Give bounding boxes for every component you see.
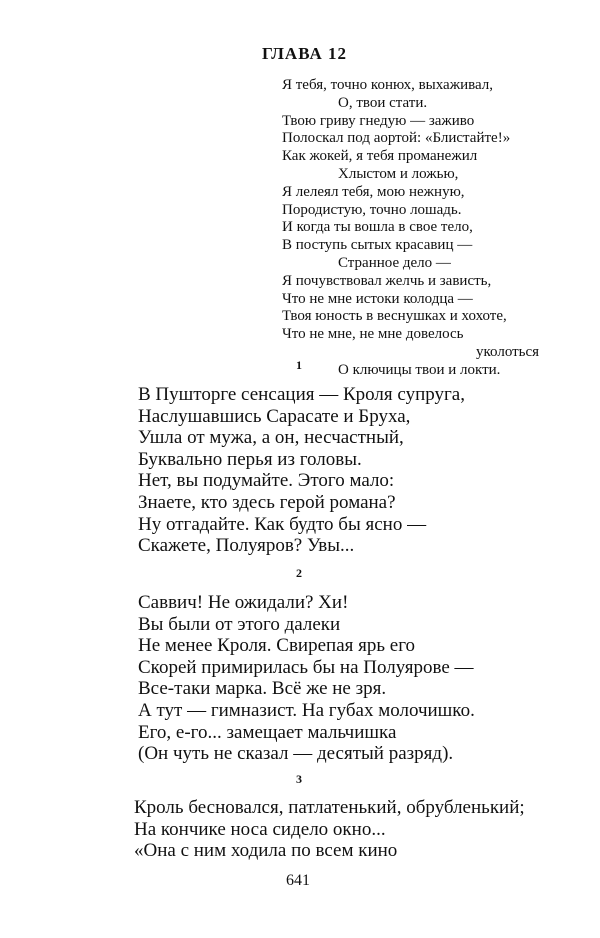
stanza-line: Знаете, кто здесь герой романа? (138, 491, 396, 513)
epigraph-line: О ключицы твои и локти. (338, 361, 501, 378)
section-number: 2 (296, 566, 302, 580)
stanza-line: Саввич! Не ожидали? Хи! (138, 592, 349, 613)
page-number: 641 (286, 872, 310, 889)
stanza-line: А тут — гимназист. На губах молочишко. (138, 699, 475, 721)
section-number: 1 (296, 358, 302, 372)
stanza-line: В Пушторге сенсация — Кроля супруга, (138, 384, 465, 405)
epigraph-line: уколоться (476, 343, 540, 360)
stanza-line: Кроль бесновался, патлатенький, обрубленький; (134, 797, 525, 818)
stanza-line: (Он чуть не сказал — десятый разряд). (138, 743, 454, 765)
chapter-title: ГЛАВА 12 (262, 44, 347, 63)
stanza (134, 797, 525, 862)
epigraph-line: Странное дело — (338, 254, 451, 271)
epigraph-line: Как жокей, я тебя проманежил (282, 148, 478, 165)
stanza-line: Нет, вы подумайте. Этого мало: (138, 470, 395, 492)
epigraph-line: Твоя юность в веснушках и хохоте, (282, 308, 507, 325)
stanza-line: На кончике носа сидело окно... (134, 818, 386, 840)
epigraph-line: В поступь сытых красавиц — (282, 237, 473, 254)
epigraph-line: Что не мне истоки колодца — (282, 290, 473, 307)
epigraph (282, 77, 539, 380)
section-number: 3 (296, 772, 302, 786)
stanza-line: Не менее Кроля. Свирепая ярь его (138, 635, 416, 657)
stanza (138, 592, 475, 765)
stanza-line: Скорей примирилась бы на Полуярове — (138, 656, 474, 678)
epigraph-line: О, твои стати. (338, 94, 428, 111)
epigraph-line: Породистую, точно лошадь. (282, 201, 462, 218)
epigraph-line: И когда ты вошла в свое тело, (282, 219, 473, 236)
epigraph-line: Твою гриву гнедую — заживо (282, 112, 475, 129)
stanza-line: Его, е-го... замещает мальчишка (138, 721, 397, 743)
epigraph-line: Я тебя, точно конюх, выхаживал, (282, 77, 494, 93)
epigraph-line: Я лелеял тебя, мою нежную, (282, 183, 465, 200)
epigraph-line: Полоскал под аортой: «Блистайте!» (282, 130, 511, 147)
epigraph-line: Я почувствовал желчь и зависть, (282, 272, 492, 289)
stanza-line: Наслушавшись Сарасате и Бруха, (138, 405, 411, 427)
epigraph-line: Что не мне, не мне довелось (282, 326, 464, 343)
epigraph-line: Хлыстом и ложью, (338, 165, 459, 182)
stanza-line: Ушла от мужа, а он, несчастный, (138, 427, 404, 449)
stanza-line: Скажете, Полуяров? Увы... (138, 535, 355, 557)
stanza-line: «Она с ним ходила по всем кино (134, 840, 398, 862)
stanza-line: Вы были от этого далеки (138, 613, 341, 635)
stanza-line: Буквально перья из головы. (138, 448, 362, 470)
stanza (138, 384, 465, 557)
stanza-line: Все-таки марка. Всё же не зря. (138, 678, 387, 700)
stanza-line: Ну отгадайте. Как будто бы ясно — (138, 513, 427, 535)
